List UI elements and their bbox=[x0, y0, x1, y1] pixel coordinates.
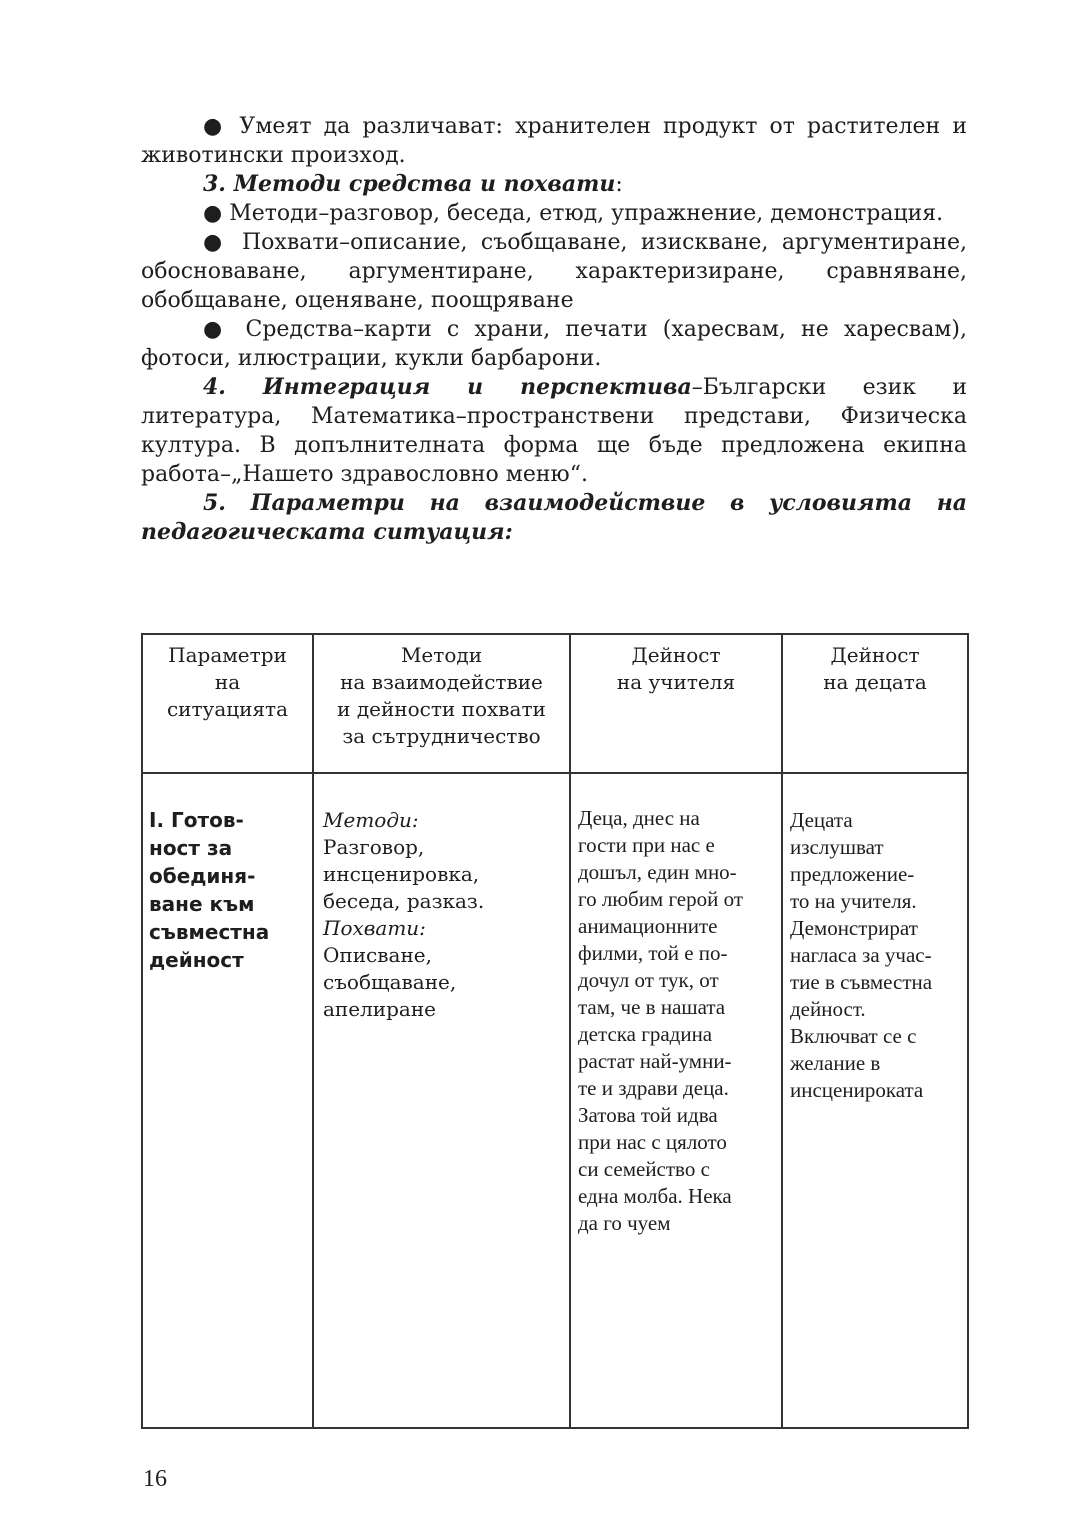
cell-teacher-activity: Деца, днес на гости при нас е дошъл, един мно- го любим герой от анимационните филми, той е по- дочул от тук, от там, че в нашата детска градина растат най-умни- те и здрави деца. Затова той идва при нас с цялото си семейство с една молба. Нека да го чуем bbox=[570, 773, 782, 1428]
header-teacher-activity: Дейност на учителя bbox=[570, 634, 782, 773]
page-number: 16 bbox=[143, 1466, 167, 1492]
paragraph-methods: ● Методи–разговор, беседа, етюд, упражнение, демонстрация. bbox=[203, 201, 944, 226]
paragraph-food-origin: ● Умеят да различават: хранителен продукт от растителен и животински произход. bbox=[141, 114, 967, 168]
integration-text: –Български език и литература, Математика–пространствени представи, Физическа култура. В допълнителната форма ще бъде предложена екипна работа–„Нашето здравословно меню“. bbox=[141, 375, 967, 487]
section-3-heading: 3. Методи средства и похвати bbox=[203, 171, 616, 197]
methods-label: Методи: bbox=[323, 808, 419, 832]
paragraph-techniques: ● Похвати–описание, съобщаване, изискване, аргументиране, обосноваване, аргументиране, характеризиране, сравняване, обобщаване, оценяване, поощряване bbox=[141, 230, 967, 313]
section-4-heading: 4. Интеграция и перспектива bbox=[203, 374, 692, 400]
techniques-label: Похвати: bbox=[323, 916, 426, 940]
paragraph-integration bbox=[141, 373, 967, 489]
body-text bbox=[141, 112, 967, 547]
cell-children-activity: Децата изслушват предложение- то на учителя. Демонстрират нагласа за учас- тие в съвместна дейност. Включват се с желание в инсценироката bbox=[782, 773, 968, 1428]
paragraph-means: ● Средства–карти с храни, печати (харесвам, не харесвам), фотоси, илюстрации, кукли барбарони. bbox=[141, 317, 967, 371]
interaction-table bbox=[141, 633, 969, 1429]
methods-text: Разговор, инсценировка, беседа, разказ. bbox=[323, 835, 485, 913]
table-row bbox=[142, 773, 968, 1428]
section-3-title bbox=[141, 170, 967, 199]
header-parameters: Параметри на ситуацията bbox=[142, 634, 313, 773]
section-3-colon: : bbox=[615, 172, 623, 197]
cell-methods bbox=[313, 773, 570, 1428]
techniques-text: Описване, съобщаване, апелиране bbox=[323, 943, 457, 1021]
header-methods: Методи на взаимодействие и дейности похвати за сътрудничество bbox=[313, 634, 570, 773]
table-header-row bbox=[142, 634, 968, 773]
header-children-activity: Дейност на децата bbox=[782, 634, 968, 773]
cell-parameter: I. Готов- ност за обединя- ване към съвместна дейност bbox=[142, 773, 313, 1428]
section-5-heading: 5. Параметри на взаимодействие в условията на педагогическата ситуация: bbox=[141, 490, 967, 545]
